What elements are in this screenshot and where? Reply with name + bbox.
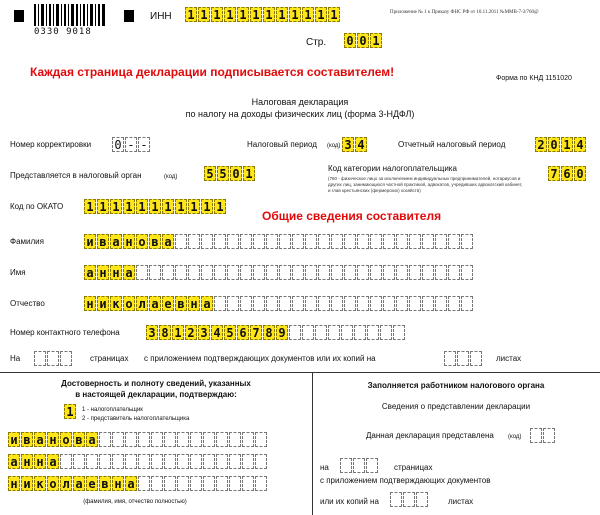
char-cell[interactable] [340,458,352,473]
char-cell[interactable]: 4 [355,137,367,152]
office-pages-label: страницах [394,463,433,472]
char-cell[interactable]: 2 [185,325,197,340]
char-cell[interactable] [190,476,202,491]
char-cell[interactable] [229,454,241,469]
confirm-cells[interactable] [64,404,77,419]
char-cell[interactable]: 1 [188,199,200,214]
char-cell[interactable] [331,265,343,280]
char-cell[interactable] [279,234,291,249]
char-cell[interactable]: л [136,296,148,311]
char-cell[interactable]: 1 [561,137,573,152]
name-cells[interactable] [84,265,474,280]
general-info-heading: Общие сведения составителя [262,209,442,223]
char-cell[interactable]: - [138,137,150,152]
char-cell[interactable] [99,432,111,447]
title-line1: Налоговая декларация [251,97,349,107]
char-cell[interactable]: 1 [136,199,148,214]
char-cell[interactable] [188,265,200,280]
confirm-title-line1: Достоверность и полноту сведений, указанных [61,379,251,388]
phone-cells[interactable] [146,325,406,340]
char-cell[interactable]: о [47,476,59,491]
char-cell[interactable]: о [136,234,148,249]
okato-cells[interactable] [84,199,227,214]
char-cell[interactable] [344,265,356,280]
char-cell[interactable] [201,234,213,249]
char-cell[interactable] [435,265,447,280]
char-cell[interactable]: а [47,454,59,469]
char-cell[interactable]: 8 [159,325,171,340]
char-cell[interactable] [396,296,408,311]
taxpayer-category-label: Код категории налогоплательщика [328,164,457,173]
char-cell[interactable] [279,265,291,280]
char-cell[interactable] [409,296,421,311]
char-cell[interactable] [357,265,369,280]
char-cell[interactable]: 3 [342,137,354,152]
char-cell[interactable]: 1 [149,199,161,214]
char-cell[interactable] [448,265,460,280]
char-cell[interactable]: 0 [357,33,369,48]
char-cell[interactable] [255,454,267,469]
char-cell[interactable] [203,476,215,491]
char-cell[interactable]: 1 [214,199,226,214]
submitted-label: Данная декларация представлена [366,431,494,440]
char-cell[interactable] [370,234,382,249]
char-cell[interactable]: 1 [243,166,255,181]
char-cell[interactable]: в [73,432,85,447]
char-cell[interactable] [444,351,456,366]
char-cell[interactable] [242,476,254,491]
char-cell[interactable] [34,351,46,366]
char-cell[interactable] [242,454,254,469]
title-line2: по налогу на доходы физических лиц (форма 3-НДФЛ) [185,109,415,119]
correction-cells[interactable] [112,137,151,152]
char-cell[interactable] [188,234,200,249]
char-cell[interactable]: 4 [574,137,586,152]
corner-marker-right [124,10,134,22]
char-cell[interactable]: 1 [250,7,262,22]
char-cell[interactable]: н [8,476,20,491]
char-cell[interactable]: 3 [198,325,210,340]
char-cell[interactable]: и [8,432,20,447]
char-cell[interactable] [370,296,382,311]
pages-label: страницах [90,354,129,363]
char-cell[interactable]: а [84,265,96,280]
char-cell[interactable] [266,296,278,311]
char-cell[interactable] [164,476,176,491]
char-cell[interactable]: 0 [548,137,560,152]
char-cell[interactable]: а [34,432,46,447]
char-cell[interactable] [203,432,215,447]
char-cell[interactable] [409,265,421,280]
char-cell[interactable] [318,234,330,249]
fio-note: (фамилия, имя, отчество полностью) [83,499,187,505]
report-year-label: Отчетный налоговый период [398,140,506,149]
signer-name-cells[interactable] [8,454,268,469]
char-cell[interactable]: н [97,265,109,280]
char-cell[interactable]: 0 [230,166,242,181]
char-cell[interactable]: е [86,476,98,491]
char-cell[interactable] [242,432,254,447]
tax-period-label: Налоговый период [247,140,317,149]
char-cell[interactable]: 1 [198,7,210,22]
char-cell[interactable] [253,234,265,249]
char-cell[interactable]: 1 [97,199,109,214]
char-cell[interactable]: н [110,265,122,280]
inn-label: ИНН [150,11,172,22]
char-cell[interactable]: а [149,296,161,311]
char-cell[interactable] [266,265,278,280]
barcode-number: 0330 9018 [34,27,92,37]
char-cell[interactable]: 1 [162,199,174,214]
char-cell[interactable]: а [201,296,213,311]
char-cell[interactable]: н [123,234,135,249]
confirm-option-1: 1 - налогоплательщик [82,407,143,413]
office-copies-label: или их копий на [320,497,379,506]
char-cell[interactable] [435,234,447,249]
char-cell[interactable]: 9 [276,325,288,340]
char-cell[interactable] [305,296,317,311]
office-sheets-label: листах [448,497,474,506]
char-cell[interactable]: и [21,476,33,491]
attach-sheets-cells[interactable] [444,351,483,366]
char-cell[interactable]: 1 [370,33,382,48]
char-cell[interactable] [240,234,252,249]
char-cell[interactable]: а [162,234,174,249]
char-cell[interactable] [409,234,421,249]
char-cell[interactable]: 8 [263,325,275,340]
char-cell[interactable] [396,234,408,249]
char-cell[interactable] [203,454,215,469]
char-cell[interactable] [305,234,317,249]
char-cell[interactable] [164,454,176,469]
char-cell[interactable] [422,234,434,249]
attach-label: с приложением подтверждающих документов или их копий на [144,354,376,363]
submitted-code: (код) [508,434,522,440]
char-cell[interactable] [383,265,395,280]
char-cell[interactable] [448,234,460,249]
char-cell[interactable] [177,454,189,469]
char-cell[interactable] [457,351,469,366]
char-cell[interactable] [396,265,408,280]
char-cell[interactable] [73,454,85,469]
pages-on-label: На [10,354,21,363]
char-cell[interactable] [266,234,278,249]
char-cell[interactable]: 2 [535,137,547,152]
char-cell[interactable] [461,234,473,249]
char-cell[interactable]: е [162,296,174,311]
char-cell[interactable] [227,265,239,280]
barcode [34,4,106,26]
submitted-cells[interactable] [530,428,556,443]
char-cell[interactable] [47,351,59,366]
confirm-option-2: 2 - представитель налогоплательщика [82,416,190,422]
char-cell[interactable]: 1 [302,7,314,22]
okato-label: Код по ОКАТО [10,202,64,211]
char-cell[interactable] [216,476,228,491]
pages-cells[interactable] [34,351,73,366]
char-cell[interactable] [125,454,137,469]
office-sheets-cells[interactable] [390,492,429,507]
char-cell[interactable]: 1 [263,7,275,22]
char-cell[interactable]: 6 [237,325,249,340]
char-cell[interactable]: 1 [64,404,76,419]
char-cell[interactable] [86,454,98,469]
section-divider [0,372,600,373]
office-title: Заполняется работником налогового органа [367,381,545,390]
char-cell[interactable] [357,234,369,249]
char-cell[interactable] [216,454,228,469]
char-cell[interactable] [470,351,482,366]
char-cell[interactable]: 1 [185,7,197,22]
char-cell[interactable] [138,476,150,491]
char-cell[interactable] [380,325,392,340]
tax-office-cells[interactable] [204,166,256,181]
char-cell[interactable]: 1 [276,7,288,22]
char-cell[interactable]: в [99,476,111,491]
char-cell[interactable] [302,325,314,340]
char-cell[interactable]: в [175,296,187,311]
char-cell[interactable]: и [97,296,109,311]
char-cell[interactable] [344,296,356,311]
char-cell[interactable] [190,454,202,469]
char-cell[interactable]: 7 [250,325,262,340]
char-cell[interactable] [461,265,473,280]
char-cell[interactable] [112,454,124,469]
char-cell[interactable]: а [73,476,85,491]
char-cell[interactable]: 4 [211,325,223,340]
char-cell[interactable] [138,454,150,469]
char-cell[interactable] [461,296,473,311]
correction-label: Номер корректировки [10,140,92,149]
char-cell[interactable] [357,296,369,311]
char-cell[interactable] [149,265,161,280]
page-cells[interactable] [344,33,383,48]
appendix-text: Приложение № 1 к Приказу ФНС РФ от 10.11.2011 №ММВ-7-3/760@ [390,10,539,15]
vertical-divider [312,372,313,515]
char-cell[interactable] [279,296,291,311]
char-cell[interactable]: л [60,476,72,491]
char-cell[interactable] [435,296,447,311]
tax-period-code: (код) [327,143,341,149]
char-cell[interactable] [227,296,239,311]
char-cell[interactable] [229,432,241,447]
char-cell[interactable] [366,458,378,473]
char-cell[interactable] [201,265,213,280]
char-cell[interactable]: 5 [224,325,236,340]
char-cell[interactable] [289,325,301,340]
char-cell[interactable]: а [86,432,98,447]
signer-patronymic-cells[interactable] [8,476,268,491]
char-cell[interactable] [393,325,405,340]
char-cell[interactable] [125,432,137,447]
char-cell[interactable]: к [110,296,122,311]
taxpayer-category-note: (760 - физическое лицо за исключением индивидуальных предпринимателей, нотариусов и других лиц, занимающихся частной практикой, адвокатов, учредивших адвокатский кабинет, и глав крестьянских (фермерских) хозяйств) [328,176,523,193]
char-cell[interactable]: н [188,296,200,311]
char-cell[interactable]: а [123,265,135,280]
char-cell[interactable] [255,432,267,447]
char-cell[interactable] [112,432,124,447]
char-cell[interactable]: 0 [344,33,356,48]
char-cell[interactable] [214,234,226,249]
char-cell[interactable] [177,432,189,447]
char-cell[interactable]: и [84,234,96,249]
char-cell[interactable] [240,296,252,311]
char-cell[interactable]: 7 [548,166,560,181]
sheets-label: листах [496,354,522,363]
char-cell[interactable]: 3 [146,325,158,340]
char-cell[interactable] [530,428,542,443]
char-cell[interactable] [331,296,343,311]
char-cell[interactable] [162,265,174,280]
char-cell[interactable] [255,476,267,491]
inn-cells[interactable] [185,7,341,22]
char-cell[interactable] [543,428,555,443]
office-subtitle: Сведения о представлении декларации [381,402,531,411]
knd-text: Форма по КНД 1151020 [496,75,572,82]
page-label: Стр. [306,37,327,48]
char-cell[interactable]: 1 [84,199,96,214]
char-cell[interactable]: а [8,454,20,469]
char-cell[interactable] [353,458,365,473]
char-cell[interactable] [328,325,340,340]
char-cell[interactable] [292,296,304,311]
char-cell[interactable] [331,234,343,249]
char-cell[interactable] [175,234,187,249]
char-cell[interactable] [177,476,189,491]
char-cell[interactable] [60,454,72,469]
office-attach-label: с приложением подтверждающих документов [320,476,491,485]
char-cell[interactable] [370,265,382,280]
char-cell[interactable] [448,296,460,311]
char-cell[interactable] [318,296,330,311]
patronymic-cells[interactable] [84,296,474,311]
char-cell[interactable]: о [60,432,72,447]
char-cell[interactable]: 1 [211,7,223,22]
barcode-graphic [34,4,106,26]
patronymic-label: Отчество [10,299,45,308]
char-cell[interactable] [341,325,353,340]
report-year-cells[interactable] [535,137,587,152]
char-cell[interactable] [190,432,202,447]
char-cell[interactable]: 1 [123,199,135,214]
char-cell[interactable] [136,265,148,280]
char-cell[interactable]: к [34,476,46,491]
corner-marker-left [14,10,24,22]
char-cell[interactable]: 0 [112,137,124,152]
char-cell[interactable]: 1 [175,199,187,214]
char-cell[interactable] [99,454,111,469]
char-cell[interactable] [383,234,395,249]
char-cell[interactable]: о [123,296,135,311]
char-cell[interactable] [253,265,265,280]
char-cell[interactable] [318,265,330,280]
surname-cells[interactable] [84,234,474,249]
signer-surname-cells[interactable] [8,432,268,447]
char-cell[interactable] [175,265,187,280]
char-cell[interactable] [390,492,402,507]
char-cell[interactable]: 1 [224,7,236,22]
char-cell[interactable] [151,454,163,469]
char-cell[interactable] [315,325,327,340]
office-pages-cells[interactable] [340,458,379,473]
char-cell[interactable]: 1 [289,7,301,22]
name-label: Имя [10,268,26,277]
char-cell[interactable]: 1 [328,7,340,22]
char-cell[interactable]: 0 [574,166,586,181]
phone-label: Номер контактного телефона [10,328,120,337]
char-cell[interactable]: н [34,454,46,469]
char-cell[interactable]: в [21,432,33,447]
char-cell[interactable]: н [84,296,96,311]
char-cell[interactable]: в [149,234,161,249]
char-cell[interactable]: 1 [315,7,327,22]
surname-label: Фамилия [10,237,44,246]
char-cell[interactable] [416,492,428,507]
char-cell[interactable]: 1 [110,199,122,214]
char-cell[interactable]: н [21,454,33,469]
char-cell[interactable] [422,265,434,280]
tax-office-label: Представляется в налоговый орган [10,171,142,180]
char-cell[interactable] [151,476,163,491]
char-cell[interactable]: а [125,476,137,491]
char-cell[interactable] [60,351,72,366]
char-cell[interactable]: в [97,234,109,249]
char-cell[interactable]: 1 [201,199,213,214]
char-cell[interactable] [229,476,241,491]
char-cell[interactable] [305,265,317,280]
char-cell[interactable] [292,234,304,249]
char-cell[interactable]: - [125,137,137,152]
tax-period-cells[interactable] [342,137,368,152]
char-cell[interactable]: н [112,476,124,491]
char-cell[interactable] [292,265,304,280]
char-cell[interactable] [354,325,366,340]
char-cell[interactable]: 1 [172,325,184,340]
char-cell[interactable] [367,325,379,340]
char-cell[interactable] [164,432,176,447]
char-cell[interactable] [403,492,415,507]
taxpayer-category-cells[interactable] [548,166,587,181]
banner-top: Каждая страница декларации подписывается составителем! [30,65,395,79]
char-cell[interactable] [383,296,395,311]
char-cell[interactable] [227,234,239,249]
char-cell[interactable] [344,234,356,249]
char-cell[interactable]: а [110,234,122,249]
char-cell[interactable]: 5 [217,166,229,181]
char-cell[interactable] [151,432,163,447]
char-cell[interactable] [253,296,265,311]
char-cell[interactable] [216,432,228,447]
confirm-title-line2: в настоящей декларации, подтверждаю: [75,390,237,399]
char-cell[interactable] [240,265,252,280]
char-cell[interactable] [138,432,150,447]
char-cell[interactable]: 6 [561,166,573,181]
char-cell[interactable] [214,296,226,311]
char-cell[interactable]: н [47,432,59,447]
char-cell[interactable] [214,265,226,280]
office-on-label: на [320,463,329,472]
tax-office-code: (код) [164,174,178,180]
char-cell[interactable]: 5 [204,166,216,181]
char-cell[interactable]: 1 [237,7,249,22]
char-cell[interactable] [422,296,434,311]
